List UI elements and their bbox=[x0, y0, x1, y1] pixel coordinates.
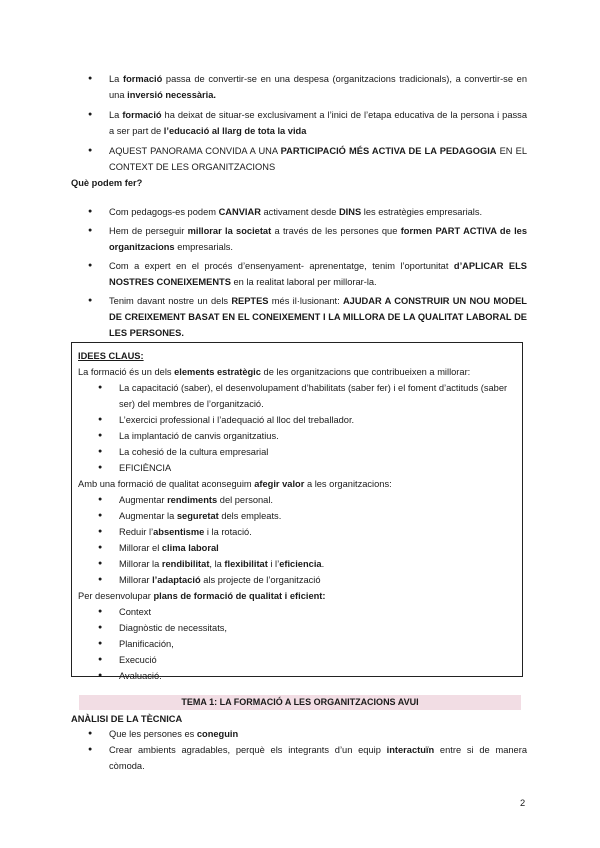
text-run: EFICIÈNCIA bbox=[119, 463, 172, 473]
bold-text: millorar la societat bbox=[187, 226, 272, 236]
text-run: més il·lusionant: bbox=[268, 296, 343, 306]
list-item bbox=[119, 540, 516, 556]
key-ideas-list-1 bbox=[119, 380, 516, 476]
key-ideas-box bbox=[71, 342, 523, 681]
list-item bbox=[119, 556, 516, 572]
text-run: , la bbox=[209, 559, 225, 569]
bold-text: rendiments bbox=[167, 495, 218, 505]
list-item bbox=[109, 742, 527, 774]
text-run: Execució bbox=[119, 655, 157, 665]
bold-text: flexibilitat bbox=[224, 559, 268, 569]
text-run: AQUEST PANORAMA CONVIDA A UNA bbox=[109, 146, 281, 156]
list-item bbox=[119, 668, 516, 684]
bold-text: PARTICIPACIÓ MÉS ACTIVA DE LA PEDAGOGIA bbox=[280, 146, 497, 156]
text-run: La bbox=[109, 74, 123, 84]
text-run: als projecte de l’organització bbox=[200, 575, 321, 585]
bold-text: AJUDAR A CONSTRUIR UN NOU MODEL DE CREIXEMENT BASAT EN EL CONEIXEMENT I LA MILLORA DE LA QUALITAT LABORAL DE LES PERSONES. bbox=[109, 296, 527, 338]
key-ideas-list-3 bbox=[119, 604, 516, 684]
text-run: empresarials. bbox=[174, 242, 233, 252]
section-heading: Què podem fer? bbox=[71, 178, 143, 188]
bold-text: inversió necessària. bbox=[127, 90, 217, 100]
bold-text: l’adaptació bbox=[152, 575, 201, 585]
text-run: Diagnòstic de necessitats, bbox=[119, 623, 228, 633]
technique-list bbox=[109, 726, 527, 774]
intro-list bbox=[109, 71, 527, 175]
list-item bbox=[109, 258, 527, 290]
list-item bbox=[119, 604, 516, 620]
text-run: Millorar la bbox=[119, 559, 162, 569]
text-run: entre si de manera còmoda. bbox=[109, 745, 527, 771]
text-run: a través de les persones que bbox=[271, 226, 401, 236]
key-ideas-intro-2 bbox=[78, 476, 516, 492]
text-run: de les organitzacions que contribueixen a millorar: bbox=[260, 367, 471, 377]
key-ideas-intro-1 bbox=[78, 364, 516, 380]
key-ideas-title: IDEES CLAUS: bbox=[78, 351, 144, 361]
text-run: Hem de perseguir bbox=[109, 226, 188, 236]
bold-text: coneguin bbox=[196, 729, 239, 739]
bold-text: clima laboral bbox=[161, 543, 219, 553]
text-run: passa de convertir-se en una despesa (organitzacions tradicionals), a convertir-se en una bbox=[109, 74, 527, 100]
list-item bbox=[119, 636, 516, 652]
key-ideas-intro-3 bbox=[78, 588, 516, 604]
text-run: a les organitzacions: bbox=[304, 479, 392, 489]
key-ideas-list-2 bbox=[119, 492, 516, 588]
list-item bbox=[109, 204, 527, 220]
text-run: Amb una formació de qualitat aconseguim bbox=[78, 479, 255, 489]
bold-text: l’educació al llarg de tota la vida bbox=[163, 126, 307, 136]
list-item bbox=[119, 492, 516, 508]
list-item bbox=[119, 428, 516, 444]
text-run: Avaluació. bbox=[119, 671, 162, 681]
text-run: Com pedagogs-es podem bbox=[109, 207, 219, 217]
list-item bbox=[119, 620, 516, 636]
list-item bbox=[119, 380, 516, 412]
bold-text: elements estratègic bbox=[174, 367, 261, 377]
analysis-heading: ANÀLISI DE LA TÈCNICA bbox=[71, 714, 183, 724]
text-run: L’exercici professional i l’adequació al lloc del treballador. bbox=[119, 415, 355, 425]
list-item bbox=[109, 107, 527, 139]
text-run: Millorar el bbox=[119, 543, 162, 553]
list-item bbox=[119, 412, 516, 428]
text-run: Augmentar bbox=[119, 495, 168, 505]
list-item bbox=[119, 444, 516, 460]
bold-text: REPTES bbox=[231, 296, 269, 306]
text-run: Crear ambients agradables, perquè els integrants d’un equip bbox=[109, 745, 387, 755]
list-item bbox=[109, 293, 527, 341]
topic-banner: TEMA 1: LA FORMACIÓ A LES ORGANITZACIONS AVUI bbox=[79, 695, 521, 710]
bold-text: CANVIAR bbox=[218, 207, 261, 217]
list-item bbox=[119, 572, 516, 588]
bold-text: d’APLICAR ELS NOSTRES CONEIXEMENTS bbox=[109, 261, 527, 287]
bold-text: formació bbox=[122, 110, 162, 120]
list-item bbox=[119, 652, 516, 668]
text-run: i l’ bbox=[267, 559, 280, 569]
list-item bbox=[109, 143, 527, 175]
bold-text: rendibilitat bbox=[161, 559, 210, 569]
bold-text: seguretat bbox=[176, 511, 219, 521]
text-run: Que les persones es bbox=[109, 729, 197, 739]
bold-text: afegir valor bbox=[254, 479, 305, 489]
text-run: activament desde bbox=[260, 207, 339, 217]
list-item bbox=[109, 726, 527, 742]
bold-text: plans de formació de qualitat i eficient: bbox=[153, 591, 326, 601]
list-item bbox=[119, 460, 516, 476]
text-run: Per desenvolupar bbox=[78, 591, 154, 601]
list-item bbox=[109, 71, 527, 103]
what-can-we-do-list bbox=[109, 204, 527, 341]
text-run: les estratègies empresarials. bbox=[361, 207, 483, 217]
list-item bbox=[119, 508, 516, 524]
text-run: Augmentar la bbox=[119, 511, 177, 521]
text-run: La capacitació (saber), el desenvolupament d’habilitats (saber fer) i el foment d’actituds (saber ser) del membres de l’organització. bbox=[119, 383, 508, 409]
bold-text: absentisme bbox=[153, 527, 205, 537]
text-run: EN EL CONTEXT DE LES ORGANITZACIONS bbox=[109, 146, 527, 172]
bold-text: formació bbox=[123, 74, 163, 84]
text-run: Planificación, bbox=[119, 639, 174, 649]
text-run: La bbox=[109, 110, 123, 120]
text-run: Millorar bbox=[119, 575, 153, 585]
text-run: en la realitat laboral per millorar-la. bbox=[230, 277, 377, 287]
text-run: Tenim davant nostre un dels bbox=[109, 296, 232, 306]
list-item bbox=[109, 223, 527, 255]
text-run: dels empleats. bbox=[218, 511, 282, 521]
text-run: La cohesió de la cultura empresarial bbox=[119, 447, 269, 457]
text-run: Context bbox=[119, 607, 152, 617]
text-run: La formació és un dels bbox=[78, 367, 175, 377]
bold-text: formen PART ACTIVA de les organitzacions bbox=[109, 226, 527, 252]
text-run: ha deixat de situar-se exclusivament a l’inici de l’etapa educativa de la persona i passa a ser part de bbox=[109, 110, 527, 136]
page-number: 2 bbox=[520, 798, 526, 808]
bold-text: interactuïn bbox=[386, 745, 435, 755]
text-run: La implantació de canvis organitzatius. bbox=[119, 431, 279, 441]
bold-text: eficiencia bbox=[279, 559, 322, 569]
bold-text: DINS bbox=[338, 207, 362, 217]
text-run: . bbox=[321, 559, 325, 569]
list-item bbox=[119, 524, 516, 540]
text-run: i la rotació. bbox=[204, 527, 252, 537]
text-run: del personal. bbox=[217, 495, 274, 505]
text-run: Com a expert en el procés d’ensenyament- aprenentatge, tenim l’oportunitat bbox=[109, 261, 454, 271]
text-run: Reduir l’ bbox=[119, 527, 154, 537]
